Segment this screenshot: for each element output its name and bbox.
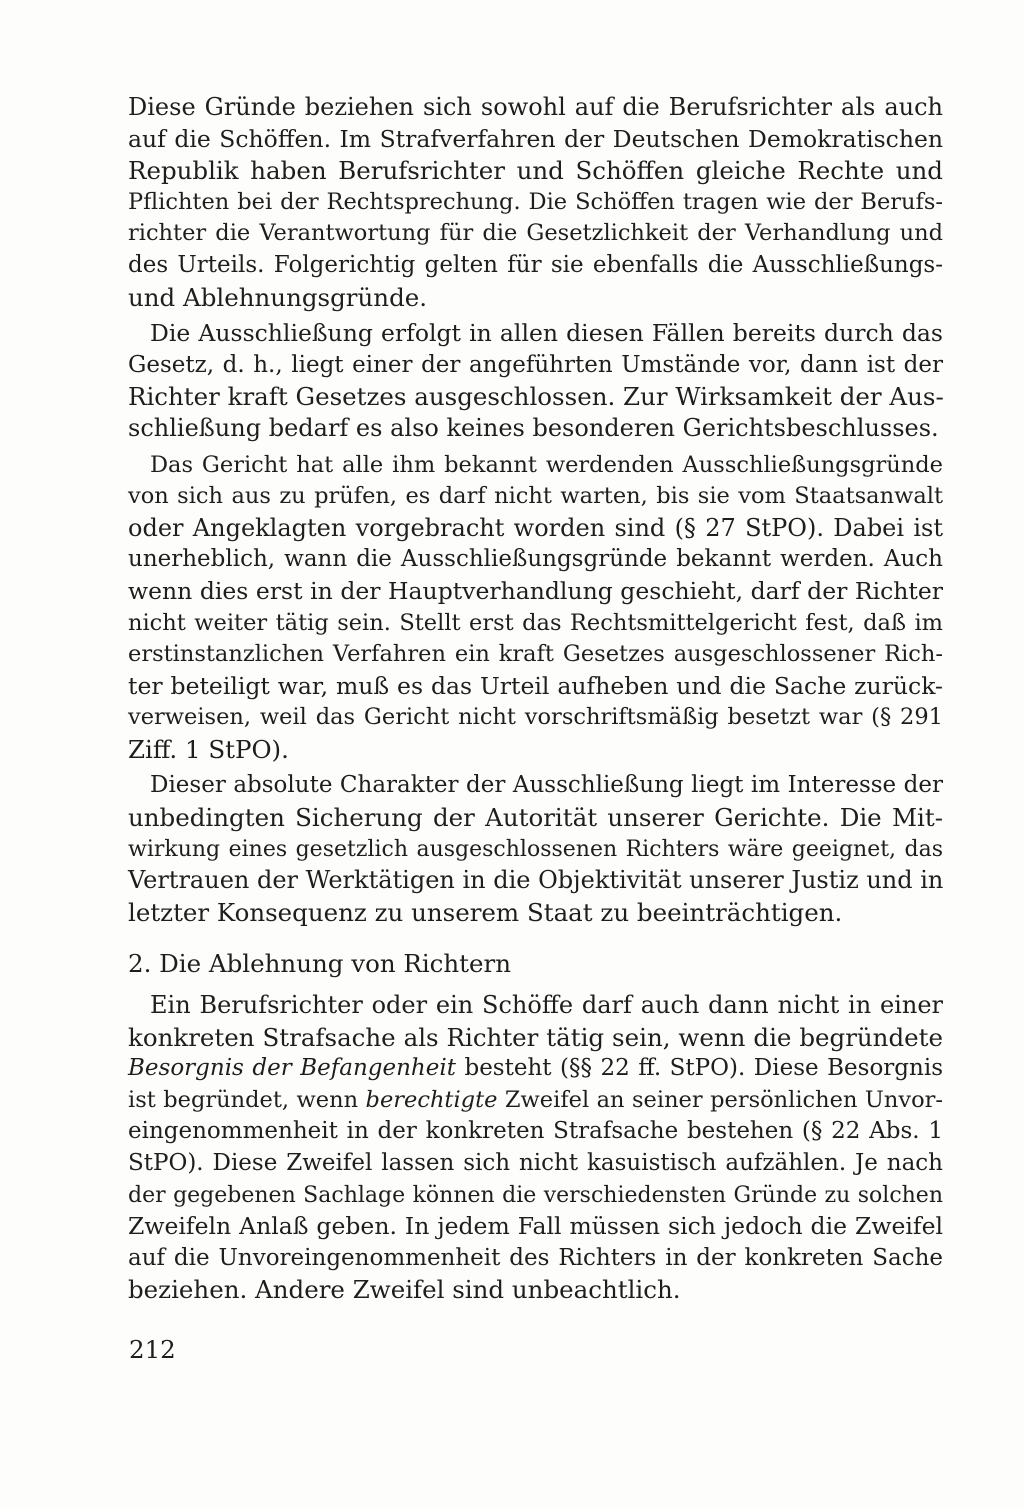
- text-line: StPO). Diese Zweifel lassen sich nicht kasuistisch aufzählen. Je nach: [128, 1150, 943, 1176]
- text-line: schließung bedarf es also keines besonderen Gerichtsbeschlusses.: [128, 413, 939, 442]
- text-line: auf die Schöffen. Im Strafverfahren der Deutschen Demokratischen: [128, 124, 943, 153]
- text-fragment: ist begründet, wenn: [128, 1086, 366, 1113]
- text-fragment: besteht (§§ 22 ff. StPO). Diese Besorgnis: [455, 1055, 943, 1082]
- text-line: Pflichten bei der Rechtsprechung. Die Schöffen tragen wie der Berufs-: [128, 188, 943, 215]
- paragraph-3: [128, 450, 943, 766]
- text-line: nicht weiter tätig sein. Stellt erst das Rechtsmittelgericht fest, daß im: [128, 609, 943, 636]
- page-body: [128, 92, 943, 1311]
- text-line: wenn dies erst in der Hauptverhandlung geschieht, darf der Richter: [128, 576, 943, 605]
- text-line: richter die Verantwortung für die Gesetzlichkeit der Verhandlung und: [128, 220, 943, 247]
- text-line: Dieser absolute Charakter der Ausschließung liegt im Interesse der: [150, 772, 943, 799]
- text-line: Gesetz, d. h., liegt einer der angeführten Umstände vor, dann ist der: [128, 351, 943, 378]
- text-line: letzter Konsequenz zu unserem Staat zu beeinträchtigen.: [128, 897, 843, 927]
- paragraph-5: [128, 990, 943, 1306]
- text-line: eingenommenheit in der konkreten Strafsache bestehen (§ 22 Abs. 1: [128, 1118, 943, 1145]
- text-line: beziehen. Andere Zweifel sind unbeachtlich.: [128, 1275, 681, 1305]
- paragraph-4: [128, 770, 943, 928]
- text-line: [128, 1085, 943, 1117]
- text-line: ter beteiligt war, muß es das Urteil aufheben und die Sache zurück-: [128, 671, 943, 700]
- text-line: Richter kraft Gesetzes ausgeschlossen. Zur Wirksamkeit der Aus-: [128, 382, 944, 412]
- paragraph-1: [128, 92, 943, 313]
- text-line: der gegebenen Sachlage können die verschiedensten Gründe zu solchen: [128, 1182, 943, 1208]
- text-line: wirkung eines gesetzlich ausgeschlossenen Richters wäre geeignet, das: [128, 836, 943, 862]
- text-line: Vertrauen der Werktätigen in die Objektivität unserer Justiz und in: [128, 866, 944, 895]
- text-fragment: Zweifel an seiner persönlichen Unvor-: [497, 1086, 943, 1113]
- text-line: und Ablehnungsgründe.: [128, 282, 428, 312]
- text-line: [128, 1053, 943, 1085]
- section-heading: 2. Die Ablehnung von Richtern: [128, 949, 512, 979]
- text-line: Diese Gründe beziehen sich sowohl auf die Berufsrichter als auch: [128, 93, 943, 121]
- text-line: verweisen, weil das Gericht nicht vorschriftsmäßig besetzt war (§ 291: [128, 704, 943, 731]
- text-line: Ein Berufsrichter oder ein Schöffe darf auch dann nicht in einer: [150, 991, 943, 1020]
- text-line: konkreten Strafsache als Richter tätig sein, wenn die begründete: [128, 1022, 943, 1052]
- text-line: von sich aus zu prüfen, es darf nicht warten, bis sie vom Staatsanwalt: [128, 483, 943, 510]
- paragraph-2: [128, 318, 943, 444]
- text-line: des Urteils. Folgerichtig gelten für sie ebenfalls die Ausschließungs-: [128, 251, 943, 278]
- text-line: oder Angeklagten vorgebracht worden sind (§ 27 StPO). Dabei ist: [128, 513, 943, 542]
- text-line: Republik haben Berufsrichter und Schöffen gleiche Rechte und: [128, 156, 943, 186]
- text-line: Ziff. 1 StPO).: [128, 734, 289, 764]
- italic-term: berechtigte: [365, 1086, 498, 1113]
- text-line: Das Gericht hat alle ihm bekannt werdenden Ausschließungsgründe: [150, 451, 943, 478]
- text-line: unerheblich, wann die Ausschließungsgründe bekannt werden. Auch: [128, 546, 943, 573]
- text-line: unbedingten Sicherung der Autorität unserer Gerichte. Die Mit-: [128, 803, 943, 833]
- page-number: 212: [129, 1335, 176, 1364]
- text-line: Die Ausschließung erfolgt in allen diesen Fällen bereits durch das: [150, 319, 943, 348]
- italic-term: Besorgnis der Befangenheit: [128, 1055, 456, 1082]
- text-line: Zweifeln Anlaß geben. In jedem Fall müssen sich jedoch die Zweifel: [128, 1212, 943, 1241]
- text-line: erstinstanzlichen Verfahren ein kraft Gesetzes ausgeschlossener Rich-: [128, 641, 943, 668]
- text-line: auf die Unvoreingenommenheit des Richters in der konkreten Sache: [128, 1244, 943, 1271]
